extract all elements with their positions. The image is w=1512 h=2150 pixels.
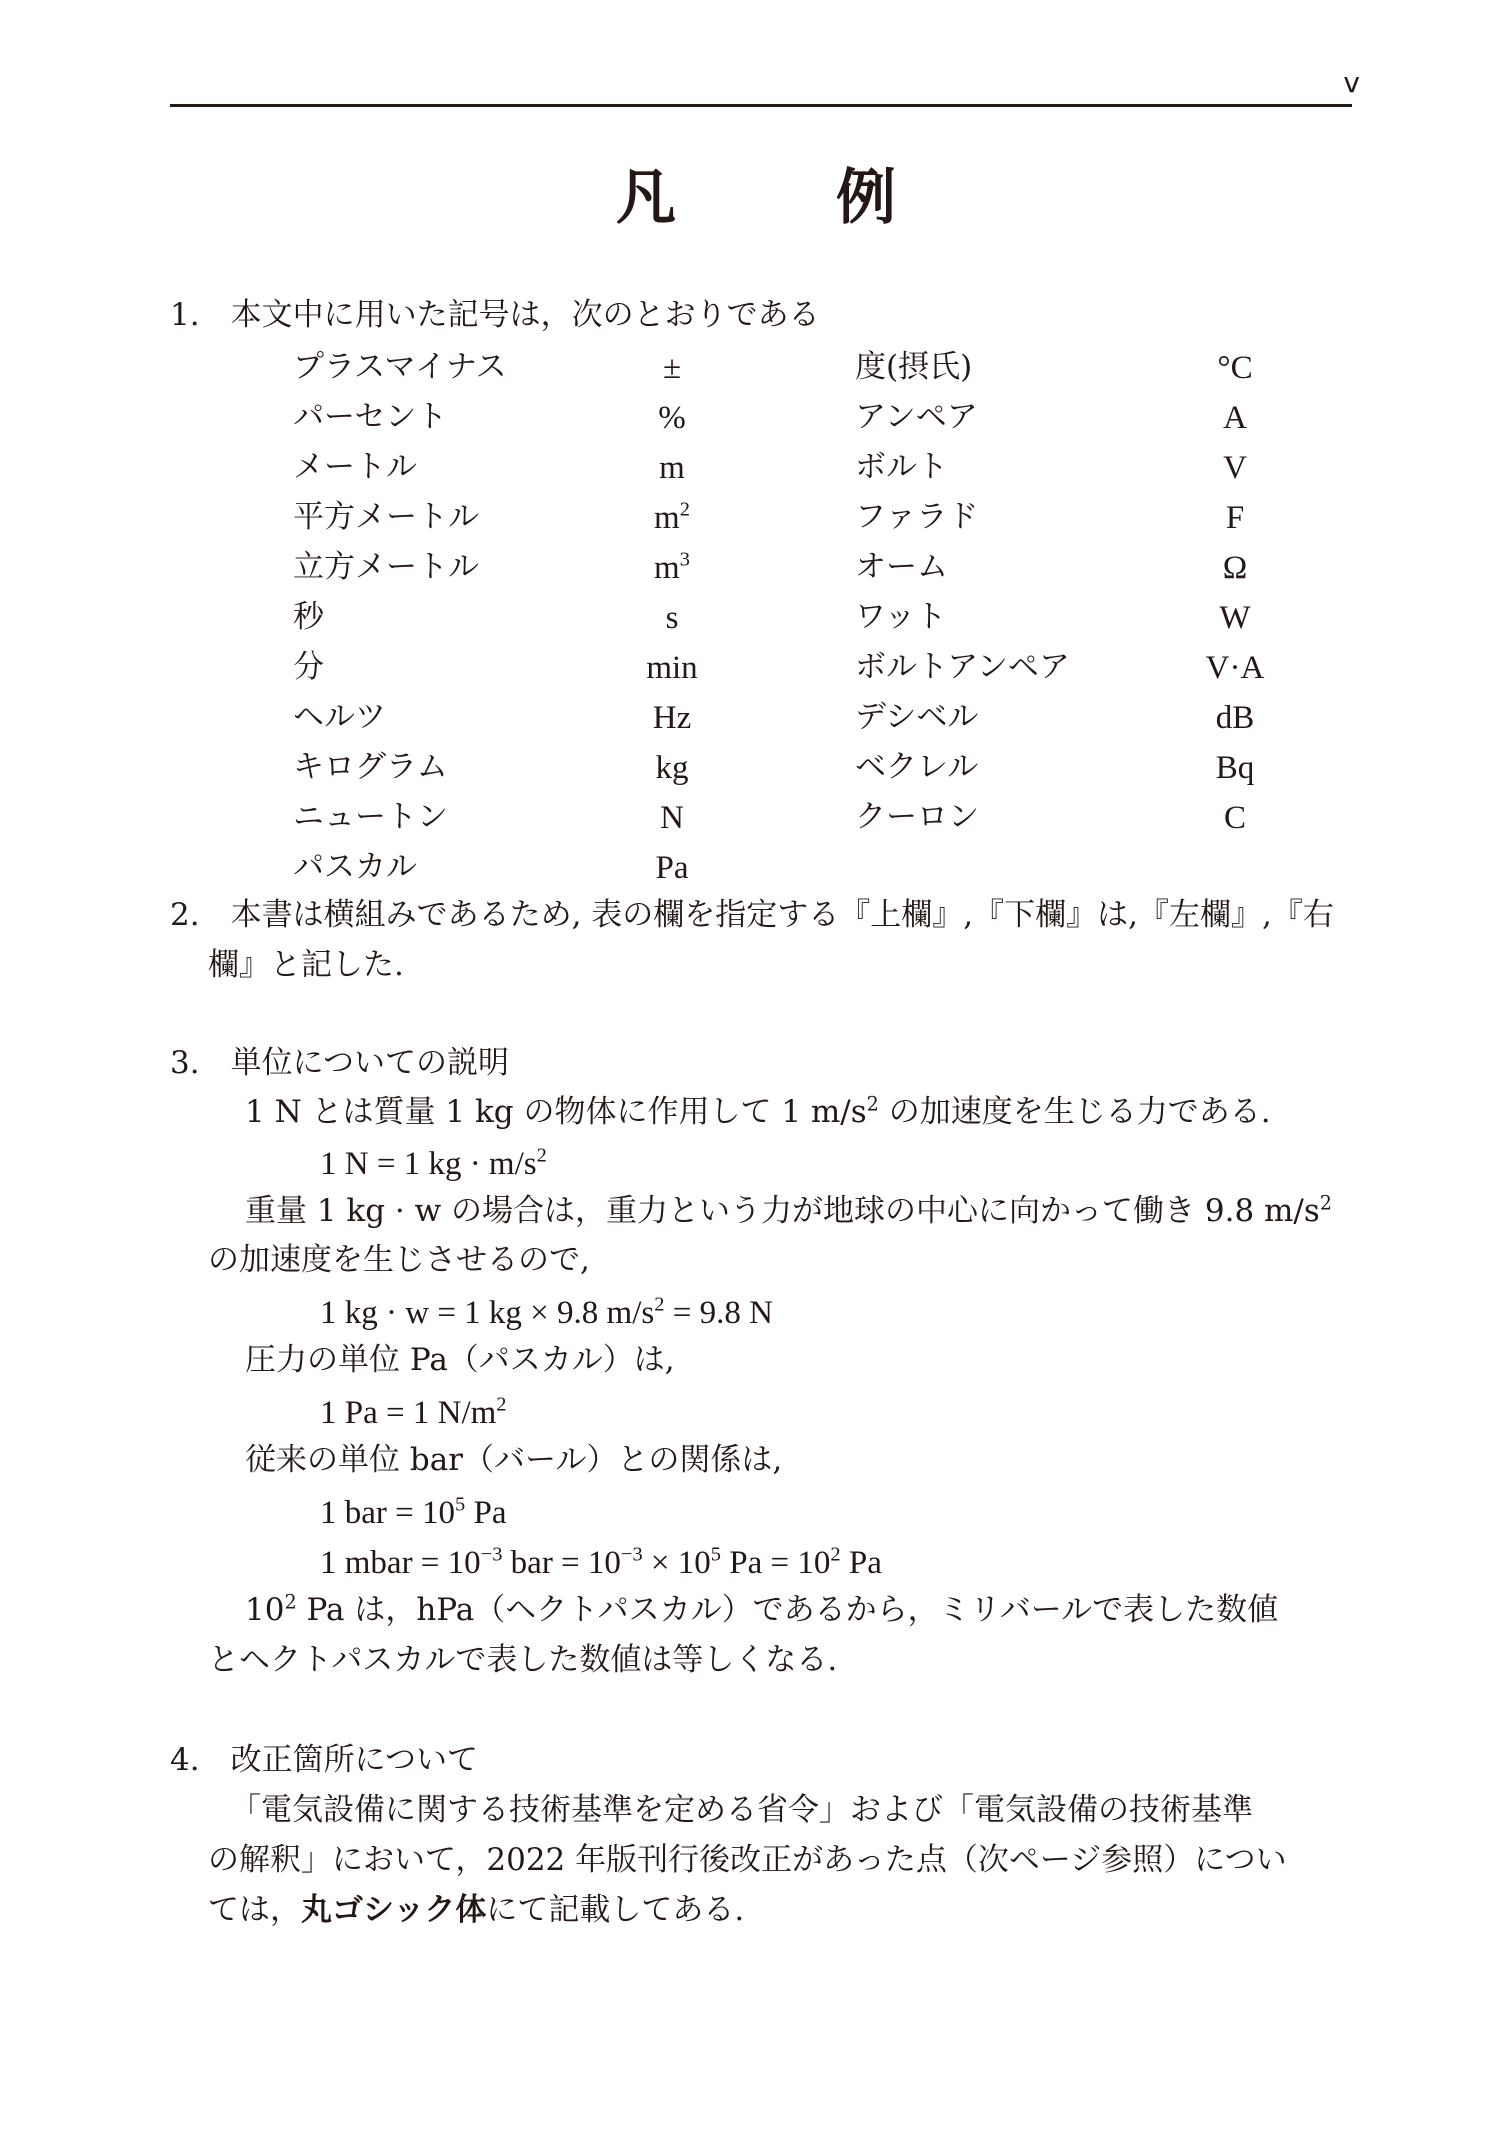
unit-name: 平方メートル <box>293 499 479 535</box>
unit-symbol: Pa <box>655 850 689 886</box>
unit-name: ニュートン <box>293 799 448 835</box>
unit-name: アンペア <box>855 399 978 435</box>
force-definition: 1 N とは質量 1 kg の物体に作用して 1 $m/s^2$ の加速度を生じる力である. <box>245 1092 1271 1130</box>
unit-symbol: V <box>1223 450 1247 486</box>
unit-symbol: F <box>1225 500 1245 536</box>
unit-symbol: $m^3$ <box>654 548 690 586</box>
unit-symbol: N <box>660 800 684 836</box>
section2-line1: 2. 本書は横組みであるため, 表の欄を指定する『上欄』,『下欄』は,『左欄』,『右 <box>170 897 1334 933</box>
page-title: 凡 例 <box>616 163 946 233</box>
weight-explanation: 重量 1 kg · w の場合は，重力という力が地球の中心に向かって働き 9.8 $m/s^2$ <box>245 1191 1332 1229</box>
unit-name: 立方メートル <box>293 549 479 585</box>
equation-newton: 1 N = 1 kg · $m/s^2$ <box>320 1144 547 1182</box>
unit-symbol: $m^2$ <box>654 498 690 536</box>
bar-relation-text: 従来の単位 bar（バール）との関係は, <box>245 1442 783 1478</box>
equation-pascal: 1 Pa = 1 $N/m^2$ <box>320 1393 507 1431</box>
section4-heading: 4. 改正箇所について <box>170 1742 478 1778</box>
unit-name: メートル <box>293 449 417 485</box>
unit-symbol: Bq <box>1215 750 1255 786</box>
section4-line3: ては，丸ゴシック体にて記載してある. <box>208 1892 745 1928</box>
unit-name: ボルト <box>855 449 948 485</box>
unit-symbol: V·A <box>1205 650 1265 686</box>
unit-symbol: m <box>659 450 685 486</box>
unit-name: ボルトアンペア <box>855 649 1070 685</box>
unit-name: 秒 <box>293 599 324 635</box>
unit-name: デシベル <box>855 699 979 735</box>
pressure-unit-text: 圧力の単位 Pa（パスカル）は, <box>245 1342 675 1378</box>
unit-symbol: A <box>1223 400 1247 436</box>
unit-name: パーセント <box>293 399 448 435</box>
section4-line1: 「電気設備に関する技術基準を定める省令」および「電気設備の技術基準 <box>230 1792 1253 1828</box>
unit-name: 分 <box>293 649 324 685</box>
unit-symbol: Hz <box>652 700 692 736</box>
equation-bar: 1 bar = $10^5$ Pa <box>320 1493 507 1531</box>
unit-symbol: W <box>1219 600 1251 636</box>
unit-symbol: dB <box>1215 700 1255 736</box>
unit-symbol: C <box>1223 800 1247 836</box>
unit-symbol: °C <box>1217 350 1253 386</box>
unit-name: ヘルツ <box>293 699 386 735</box>
hpa-explanation: $10^2$ Pa は，hPa（ヘクトパスカル）であるから，ミリバールで表した数値 <box>245 1590 1279 1628</box>
unit-name: ファラド <box>855 499 979 535</box>
unit-symbol: s <box>665 600 679 636</box>
page-number: v <box>1343 66 1360 99</box>
section4-line2: の解釈」において，2022 年版刊行後改正があった点（次ページ参照）につい <box>208 1842 1287 1878</box>
unit-symbol: ± <box>662 350 682 386</box>
section2-line2: 欄』と記した. <box>208 947 404 983</box>
hpa-explanation-line2: とヘクトパスカルで表した数値は等しくなる. <box>208 1642 838 1678</box>
unit-symbol: Ω <box>1222 550 1248 586</box>
unit-name: 度(摂氏) <box>855 349 973 385</box>
header-rule <box>170 104 1352 107</box>
unit-name: ベクレル <box>855 749 979 785</box>
section1-heading: 1. 本文中に用いた記号は，次のとおりである <box>170 297 820 333</box>
unit-symbol: kg <box>655 750 689 786</box>
unit-name: オーム <box>855 549 948 585</box>
unit-name: クーロン <box>855 799 979 835</box>
weight-explanation-line2: の加速度を生じさせるので, <box>208 1242 590 1278</box>
unit-name: パスカル <box>293 849 417 885</box>
unit-name: プラスマイナス <box>293 349 507 385</box>
unit-symbol: min <box>646 650 698 686</box>
gothic-font-sample: 丸ゴシック体 <box>301 1892 487 1928</box>
unit-name: キログラム <box>293 749 448 785</box>
unit-name: ワット <box>855 599 947 635</box>
equation-kgw: 1 kg · w = 1 kg × 9.8 $m/s^2 = 9.8$ N <box>320 1293 773 1331</box>
equation-mbar: 1 mbar = $10^{-3}$ bar = $10^{-3} \times 10^5$ $Pa = 10^2$ Pa <box>320 1543 882 1581</box>
section3-heading: 3. 単位についての説明 <box>170 1045 509 1081</box>
unit-symbol: % <box>658 400 686 436</box>
